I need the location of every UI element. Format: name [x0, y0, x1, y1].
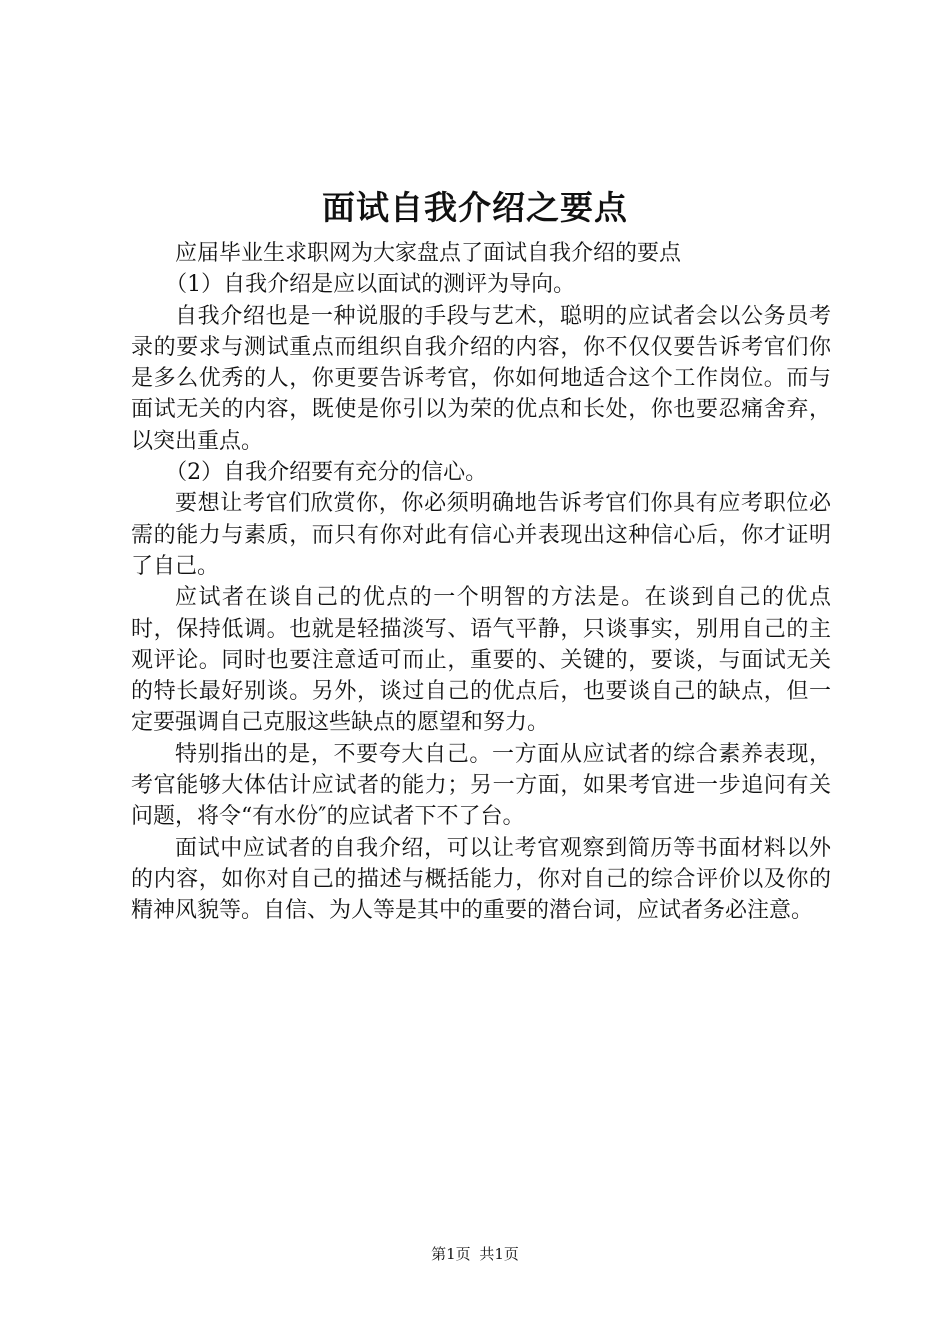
- page-total: 共1页: [479, 1245, 519, 1263]
- document-body: [131, 238, 831, 927]
- paragraph-intro: 应届毕业生求职网为大家盘点了面试自我介绍的要点: [175, 241, 682, 266]
- page-number: 第1页: [431, 1245, 471, 1263]
- paragraph-point-1-heading: （1）自我介绍是应以面试的测评为导向。: [165, 272, 576, 298]
- page-footer: [0, 1244, 950, 1264]
- paragraph-point-1-body: 自我介绍也是一种说服的手段与艺术，聪明的应试者会以公务员考录的要求与测试重点而组织自我介绍的内容，你不仅仅要告诉考官们你是多么优秀的人，你更要告诉考官，你如何地适合这个工作岗位。而与面试无关的内容，既使是你引以为荣的优点和长处，你也要忍痛舍弃，以突出重点。: [131, 303, 831, 454]
- document-title: 面试自我介绍之要点: [322, 188, 628, 227]
- paragraph-point-2-heading: （2）自我介绍要有充分的信心。: [165, 460, 488, 486]
- paragraph-strengths: 应试者在谈自己的优点的一个明智的方法是。在谈到自己的优点时，保持低调。也就是轻描淡写、语气平静，只谈事实，别用自己的主观评论。同时也要注意适可而止，重要的、关键的，要谈，与面试无关的特长最好别谈。另外，谈过自己的优点后，也要谈自己的缺点，但一定要强调自己克服这些缺点的愿望和努力。: [131, 585, 831, 736]
- paragraph-point-2-body: 要想让考官们欣赏你，你必须明确地告诉考官们你具有应考职位必需的能力与素质，而只有你对此有信心并表现出这种信心后，你才证明了自己。: [131, 491, 831, 579]
- paragraph-no-exaggeration: 特别指出的是，不要夸大自己。一方面从应试者的综合素养表现，考官能够大体估计应试者的能力；另一方面，如果考官进一步追问有关问题，将令“有水份″的应试者下不了台。: [131, 741, 831, 830]
- paragraph-conclusion: 面试中应试者的自我介绍，可以让考官观察到简历等书面材料以外的内容，如你对自己的描述与概括能力，你对自己的综合评价以及你的精神风貌等。自信、为人等是其中的重要的潜台词，应试者务必注意。: [131, 835, 831, 924]
